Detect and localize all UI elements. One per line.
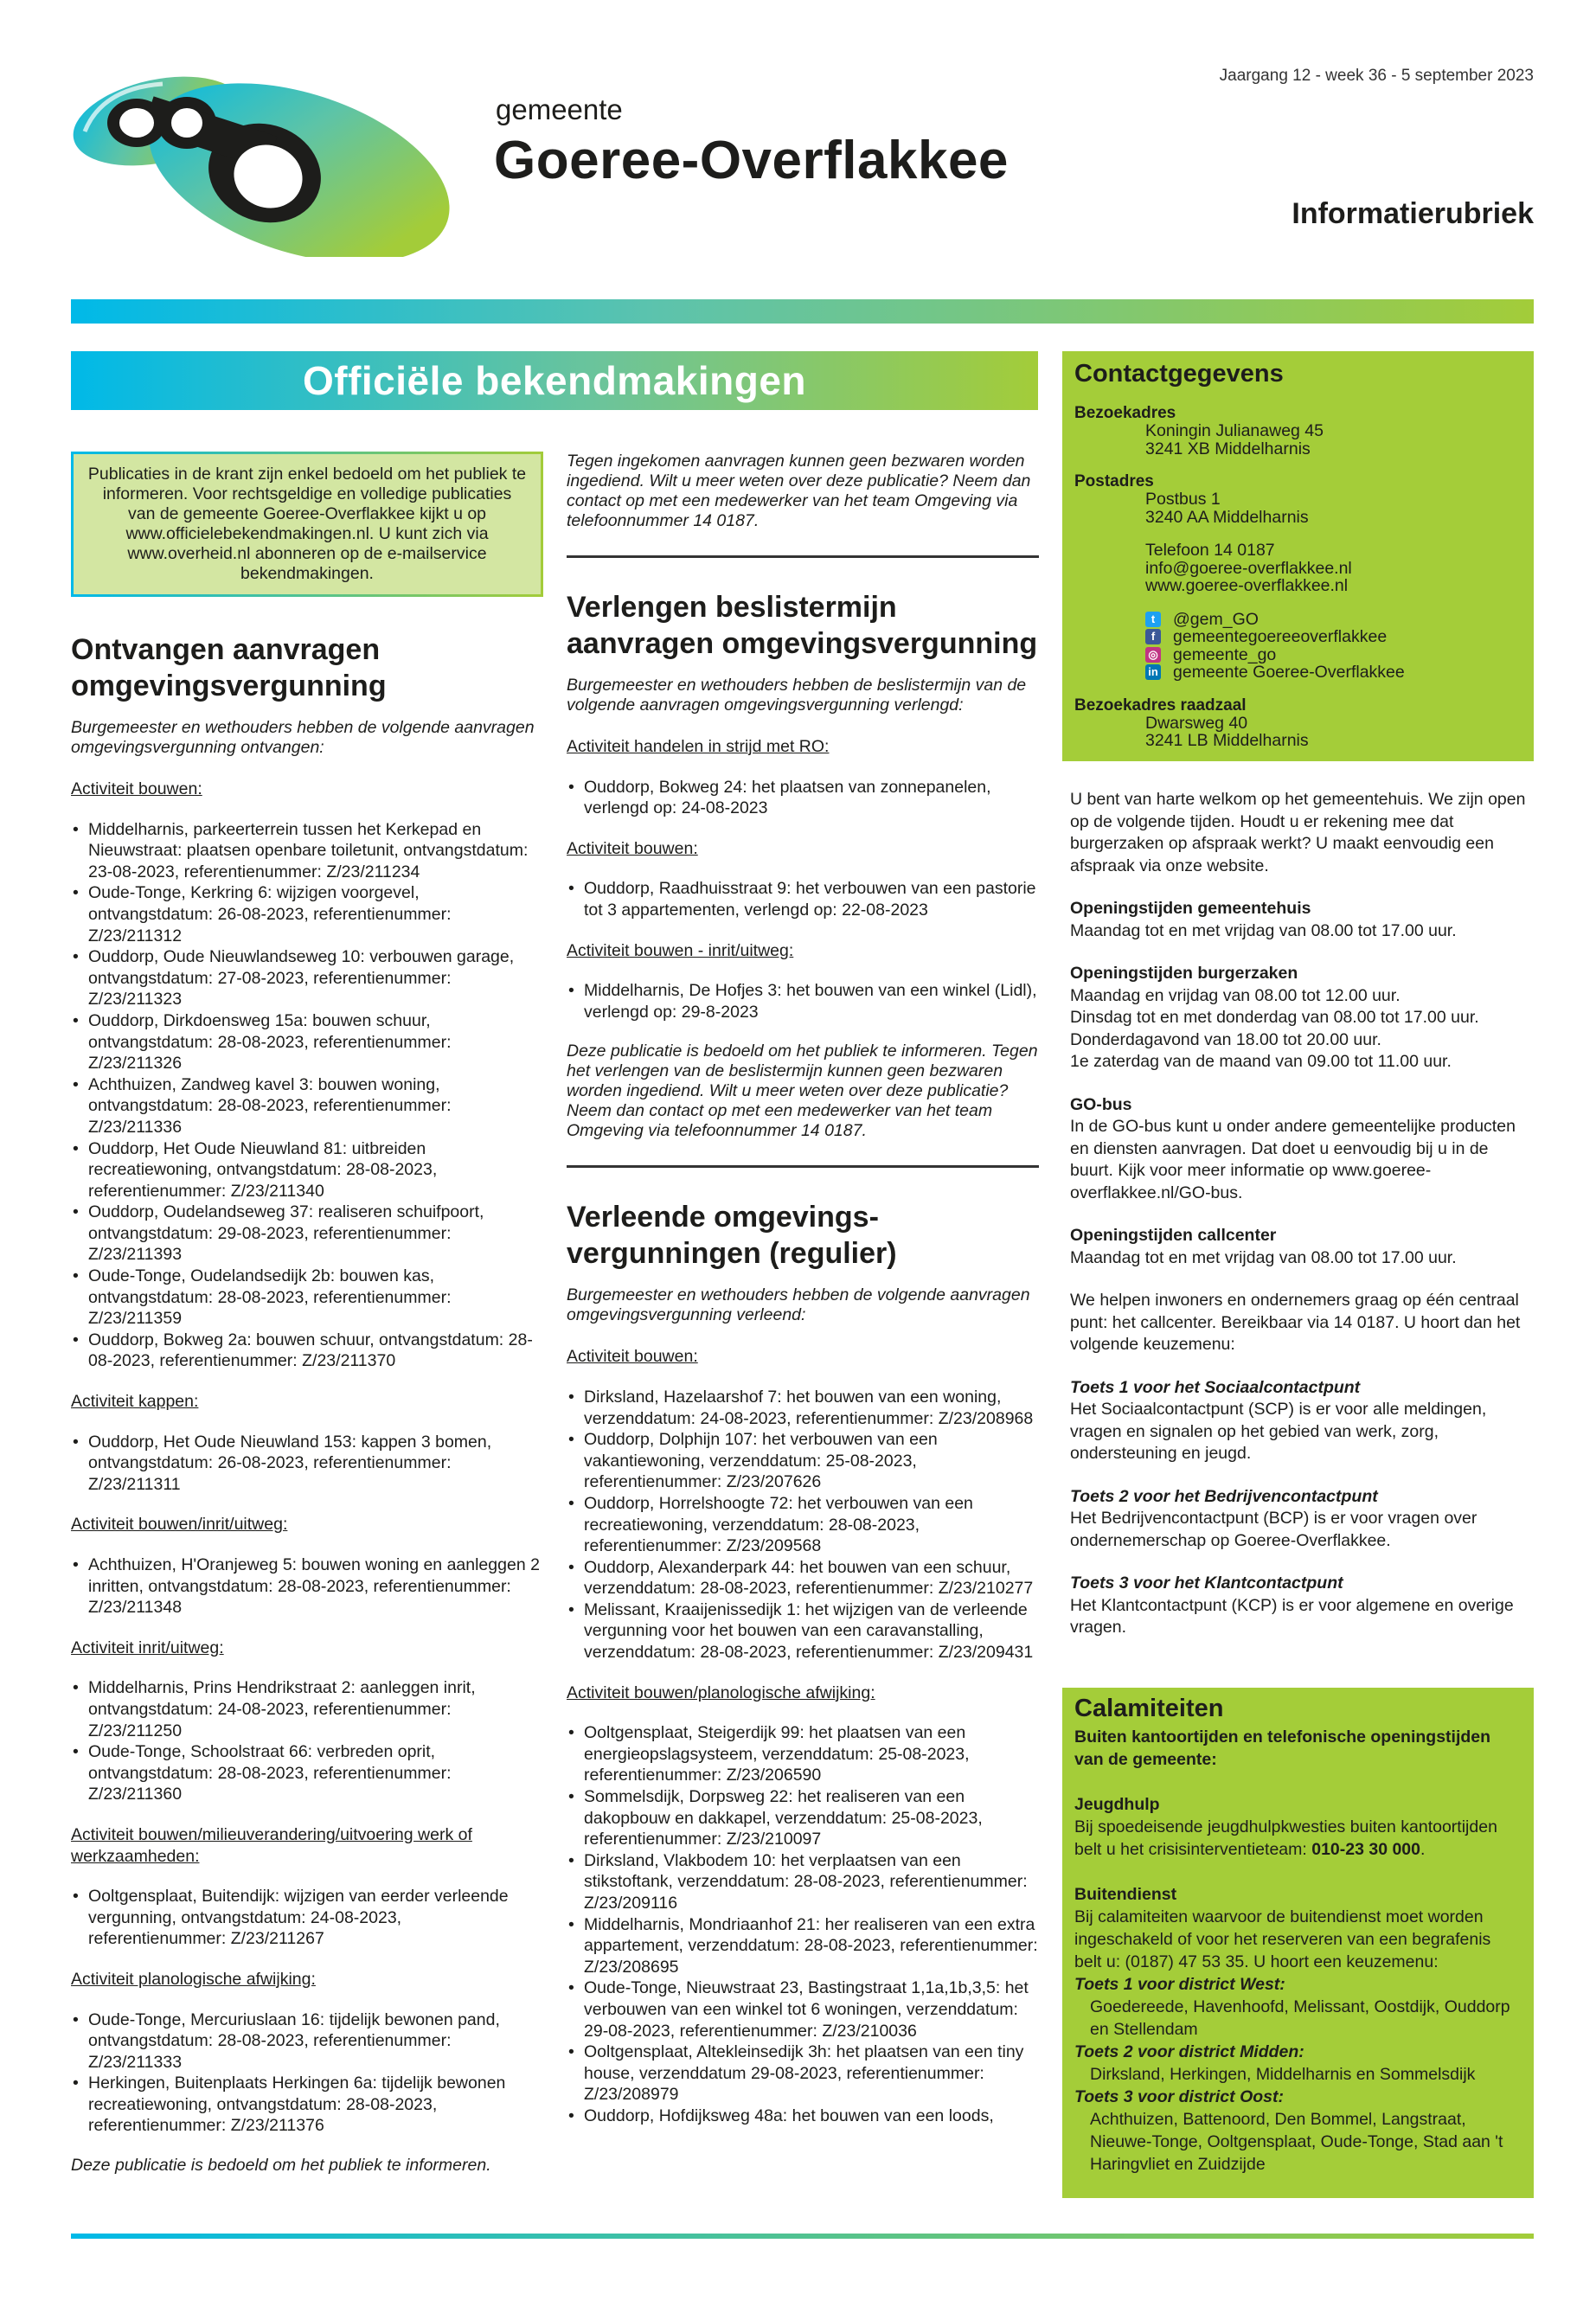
youth-care-end: .: [1420, 1839, 1426, 1859]
list-item: • Ouddorp, Raadhuisstraat 9: het verbouwen van een pastorie tot 3 appartementen, verlengd op: 22-08-2023: [567, 878, 1039, 920]
section-intro: Burgemeester en wethouders hebben de volgende aanvragen omgevingsvergunning ontvangen:: [71, 718, 535, 757]
list-item: • Ouddorp, Het Oude Nieuwland 153: kappen 3 bomen, ontvangstdatum: 26-08-2023, referentienummer: Z/23/211311: [71, 1432, 543, 1496]
contact-box: [1062, 351, 1534, 761]
municipality-logo: [67, 71, 457, 257]
info-box: Publicaties in de krant zijn enkel bedoeld om het publiek te informeren. Voor rechtsgeldige en volledige publicaties van de gemeente Goeree-Overflakkee kijkt u op www.officielebekendmakingen.nl. U kunt zich via www.overheid.nl abonneren op de e-mailservice bekendmakingen.: [71, 452, 543, 597]
section-intro: Burgemeester en wethouders hebben de volgende aanvragen omgevingsvergunning verleend:: [567, 1285, 1030, 1325]
council-address-line: Dwarsweg 40: [1145, 713, 1248, 733]
page-title-banner: Officiële bekendmakingen: [71, 351, 1038, 410]
email-link[interactable]: info@goeree-overflakkee.nl: [1145, 558, 1352, 578]
list-item: • Oude-Tonge, Kerkring 6: wijzigen voorgevel, ontvangstdatum: 26-08-2023, referentienummer: Z/23/211312: [71, 882, 543, 946]
social-link[interactable]: [1145, 611, 1522, 629]
permit-list: [71, 1432, 543, 1496]
list-item: • Ouddorp, Dirkdoensweg 15a: bouwen schuur, ontvangstdatum: 28-08-2023, referentienummer: Z/23/211326: [71, 1010, 543, 1074]
callcenter-hours: Maandag tot en met vrijdag van 08.00 tot 17.00 uur.: [1070, 1247, 1457, 1267]
section-heading: Verleende omgevings-vergunningen (regulier): [567, 1201, 897, 1271]
list-item: • Ooltgensplaat, Steigerdijk 99: het plaatsen van een energieopslagsysteem, verzenddatum: 25-08-2023, referentienummer: Z/23/206590: [567, 1722, 1039, 1786]
facebook-icon: f: [1145, 629, 1161, 644]
list-item: • Achthuizen, H'Oranjeweg 5: bouwen woning en aanleggen 2 inritten, ontvangstdatum: 28-08-2023, referentienummer: Z/23/211348: [71, 1554, 543, 1618]
social-link[interactable]: [1145, 646, 1522, 664]
district-title: Toets 2 voor district Midden:: [1074, 2041, 1304, 2061]
list-item: • Oude-Tonge, Schoolstraat 66: verbreden oprit, ontvangstdatum: 28-08-2023, referentienummer: Z/23/211360: [71, 1741, 543, 1805]
section-intro: Burgemeester en wethouders hebben de beslistermijn van de volgende aanvragen omgevingsvergunning verlengd:: [567, 676, 1027, 715]
logo-gemeente-label: gemeente: [496, 93, 623, 125]
list-item: • Oude-Tonge, Nieuwstraat 23, Bastingstraat 1,1a,1b,3,5: het verbouwen van een winkel tot 6 woningen, verzenddatum: 29-08-2023, referentienummer: Z/23/210036: [567, 1977, 1039, 2041]
issue-date: Jaargang 12 - week 36 - 5 september 2023: [1219, 67, 1534, 85]
list-item: • Ouddorp, Hofdijksweg 48a: het bouwen van een loods,: [567, 2106, 1039, 2127]
list-item: • Ooltgensplaat, Buitendijk: wijzigen van eerder verleende vergunning, ontvangstdatum: 24-08-2023, referentienummer: Z/23/211267: [71, 1886, 543, 1950]
twitter-icon: t: [1145, 612, 1161, 627]
menu-option-text: Het Klantcontactpunt (KCP) is er voor algemene en overige vragen.: [1070, 1595, 1514, 1637]
district-title: Toets 1 voor district West:: [1074, 1974, 1285, 1994]
contact-title: Contactgegevens: [1074, 360, 1284, 388]
visit-address-line: Koningin Julianaweg 45: [1145, 421, 1324, 440]
list-item: • Middelharnis, De Hofjes 3: het bouwen van een winkel (Lidl), verlengd op: 29-8-2023: [567, 980, 1039, 1022]
postal-address-line: 3240 AA Middelharnis: [1145, 507, 1309, 527]
social-handle: gemeente Goeree-Overflakkee: [1173, 663, 1405, 682]
list-item: • Ooltgensplaat, Altekleinsedijk 3h: het plaatsen van een tiny house, verzenddatum 29-08-2023, referentienummer: Z/23/208979: [567, 2041, 1039, 2106]
list-item: • Middelharnis, parkeerterrein tussen het Kerkepad en Nieuwstraat: plaatsen openbare toiletunit, ontvangstdatum: 23-08-2023, referentienummer: Z/23/211234: [71, 819, 543, 883]
list-item: • Oude-Tonge, Mercuriuslaan 16: tijdelijk bewonen pand, ontvangstdatum: 28-08-2023, referentienummer: Z/23/211333: [71, 2009, 543, 2073]
publication-note: Deze publicatie is bedoeld om het publiek te informeren. Tegen het verlengen van de beslistermijn kunnen geen bezwaren worden ingediend. Wilt u meer weten over deze publicatie? Neem dan contact op met een medewerker van het team Omgeving via telefoonnummer 14 0187.: [567, 1042, 1038, 1141]
social-link[interactable]: [1145, 628, 1522, 646]
gobus-title: GO-bus: [1070, 1094, 1132, 1114]
linkedin-icon: in: [1145, 664, 1161, 680]
activity-subheading: Activiteit bouwen - inrit/uitweg:: [567, 940, 794, 960]
social-handle: @gem_GO: [1173, 609, 1259, 629]
list-item: • Ouddorp, Dolphijn 107: het verbouwen van een vakantiewoning, verzenddatum: 25-08-2023, referentienummer: Z/23/207626: [567, 1429, 1039, 1493]
visit-address-line: 3241 XB Middelharnis: [1145, 439, 1311, 458]
activity-subheading: Activiteit bouwen/milieuverandering/uitvoering werk of werkzaamheden:: [71, 1824, 472, 1866]
permit-list: [71, 2009, 543, 2138]
district-places: Dirksland, Herkingen, Middelharnis en Sommelsdijk: [1090, 2064, 1476, 2084]
list-item: • Ouddorp, Oude Nieuwlandseweg 10: verbouwen garage, ontvangstdatum: 27-08-2023, referentienummer: Z/23/211323: [71, 946, 543, 1010]
gradient-divider: [71, 299, 1534, 324]
social-link[interactable]: [1145, 663, 1522, 682]
list-item: • Melissant, Kraaijenissedijk 1: het wijzigen van de verleende vergunning voor het bouwen van een caravanstalling, verzenddatum: 28-08-2023, referentienummer: Z/23/209431: [567, 1599, 1039, 1663]
bottom-gradient-divider: [71, 2234, 1534, 2239]
list-item: • Dirksland, Vlakbodem 10: het verplaatsen van een stikstoftank, verzenddatum: 28-08-2023, referentienummer: Z/23/209116: [567, 1850, 1039, 1914]
activity-subheading: Activiteit bouwen:: [567, 1347, 698, 1367]
civil-affairs-hours: 1e zaterdag van de maand van 09.00 tot 11.00 uur.: [1070, 1052, 1452, 1071]
youth-care-title: Jeugdhulp: [1074, 1794, 1160, 1814]
callcenter-hours-title: Openingstijden callcenter: [1070, 1226, 1277, 1245]
activity-subheading: Activiteit bouwen/planologische afwijking:: [567, 1682, 875, 1702]
activity-subheading: Activiteit planologische afwijking:: [71, 1969, 316, 1989]
social-handle: gemeentegoereeoverflakkee: [1173, 627, 1388, 646]
middle-column: [567, 452, 1039, 2216]
calamities-subtitle: Buiten kantoortijden en telefonische openingstijden van de gemeente:: [1074, 1727, 1491, 1769]
list-item: • Ouddorp, Alexanderpark 44: het bouwen van een schuur, verzenddatum: 28-08-2023, referentienummer: Z/23/210277: [567, 1557, 1039, 1599]
menu-option-title: Toets 2 voor het Bedrijvencontactpunt: [1070, 1486, 1378, 1506]
section-heading: Ontvangen aanvragen omgevingsvergunning: [71, 633, 387, 702]
town-hall-hours: Maandag tot en met vrijdag van 08.00 tot 17.00 uur.: [1070, 920, 1457, 940]
social-links: [1074, 611, 1522, 682]
right-column: [1062, 789, 1534, 2198]
social-handle: gemeente_go: [1173, 644, 1277, 664]
callcenter-intro: We helpen inwoners en ondernemers graag op één centraal punt: het callcenter. Bereikbaar via 14 0187. U hoort dan het volgende keuzemenu:: [1070, 1291, 1521, 1354]
opening-hours-column: [1070, 789, 1529, 1639]
permit-list: [567, 980, 1039, 1022]
field-service-text: Bij calamiteiten waarvoor de buitendienst moet worden ingeschakeld of voor het reserveren van een begrafenis belt u: (0187) 47 53 35. U hoort een keuzemenu:: [1074, 1907, 1491, 1971]
visit-address-label: Bezoekadres: [1074, 404, 1176, 422]
civil-affairs-hours: Donderdagavond van 18.00 tot 20.00 uur.: [1070, 1029, 1381, 1049]
council-address-line: 3241 LB Middelharnis: [1145, 731, 1309, 750]
district-title: Toets 3 voor district Oost:: [1074, 2086, 1284, 2106]
civil-affairs-hours: Dinsdag tot en met donderdag van 08.00 tot 17.00 uur.: [1070, 1008, 1479, 1027]
youth-care-text: [1074, 1816, 1522, 1861]
permit-list: [71, 819, 543, 1372]
website-link[interactable]: www.goeree-overflakkee.nl: [1145, 576, 1349, 595]
menu-option-title: Toets 3 voor het Klantcontactpunt: [1070, 1574, 1343, 1593]
section-heading: Verlengen beslistermijn aanvragen omgevingsvergunning: [567, 591, 1038, 660]
council-address-label: Bezoekadres raadzaal: [1074, 695, 1247, 715]
permit-list: [567, 777, 1039, 819]
section-label: Informatierubriek: [1292, 197, 1534, 230]
list-item: • Ouddorp, Het Oude Nieuwland 81: uitbreiden recreatiewoning, ontvangstdatum: 28-08-2023, referentienummer: Z/23/211340: [71, 1138, 543, 1202]
activity-subheading: Activiteit kappen:: [71, 1392, 199, 1412]
civil-affairs-hours-title: Openingstijden burgerzaken: [1070, 964, 1298, 983]
list-item: • Achthuizen, Zandweg kavel 3: bouwen woning, ontvangstdatum: 28-08-2023, referentienummer: Z/23/211336: [71, 1074, 543, 1138]
calamities-box: [1062, 1688, 1534, 2198]
activity-subheading: Activiteit inrit/uitweg:: [71, 1638, 224, 1657]
publication-note: Tegen ingekomen aanvragen kunnen geen bezwaren worden ingediend. Wilt u meer weten over deze publicatie? Neem dan contact op met een medewerker van het team Omgeving via telefoonnummer 14 0187.: [567, 452, 1031, 530]
youth-care-body: Bij spoedeisende jeugdhulpkwesties buiten kantoortijden belt u het crisisinterventieteam:: [1074, 1817, 1497, 1859]
list-item: • Ouddorp, Bokweg 2a: bouwen schuur, ontvangstdatum: 28-08-2023, referentienummer: Z/23/211370: [71, 1330, 543, 1372]
field-service-title: Buitendienst: [1074, 1884, 1177, 1904]
list-item: • Herkingen, Buitenplaats Herkingen 6a: tijdelijk bewonen recreatiewoning, ontvangstdatum: 28-08-2023, referentienummer: Z/23/211376: [71, 2073, 543, 2137]
permit-list: [567, 1722, 1039, 2126]
civil-affairs-hours: Maandag en vrijdag van 08.00 tot 12.00 uur.: [1070, 985, 1401, 1005]
list-item: • Oude-Tonge, Oudelandsedijk 2b: bouwen kas, ontvangstdatum: 28-08-2023, referentienummer: Z/23/211359: [71, 1266, 543, 1330]
activity-subheading: Activiteit bouwen:: [71, 779, 202, 798]
welcome-text: U bent van harte welkom op het gemeentehuis. We zijn open op de volgende tijden. Houdt u er rekening mee dat burgerzaken op afspraak werkt? U maakt eenvoudig een afspraak via onze website.: [1070, 790, 1526, 875]
instagram-icon: ◎: [1145, 647, 1161, 663]
gobus-text: In de GO-bus kunt u onder andere gemeentelijke producten en diensten aanvragen. Dat doet u eenvoudig bij u in de buurt. Kijk voor meer informatie op www.goeree-overflakkee.nl/GO-bus.: [1070, 1117, 1516, 1202]
list-item: • Sommelsdijk, Dorpsweg 22: het realiseren van een dakopbouw en dakkapel, verzenddatum: 25-08-2023, referentienummer: Z/23/210097: [567, 1786, 1039, 1850]
menu-option-text: Het Sociaalcontactpunt (SCP) is er voor alle meldingen, vragen en signalen op het gebied van werk, zorg, ondersteuning en jeugd.: [1070, 1400, 1487, 1463]
phone-number: Telefoon 14 0187: [1145, 541, 1275, 560]
postal-address-line: Postbus 1: [1145, 490, 1221, 509]
permit-list: [567, 1387, 1039, 1663]
crisis-phone: 010-23 30 000: [1311, 1839, 1420, 1859]
section-divider: [567, 1165, 1039, 1168]
calamities-title: Calamiteiten: [1074, 1694, 1224, 1722]
publication-note: Deze publicatie is bedoeld om het publiek te informeren.: [71, 2156, 491, 2176]
district-places: Goedereede, Havenhoofd, Melissant, Oostdijk, Ouddorp en Stellendam: [1090, 1997, 1510, 2039]
menu-option-title: Toets 1 voor het Sociaalcontactpunt: [1070, 1377, 1361, 1397]
municipality-name: Goeree-Overflakkee: [494, 131, 1009, 190]
section-divider: [567, 555, 1039, 558]
permit-list: [71, 1554, 543, 1618]
menu-option-text: Het Bedrijvencontactpunt (BCP) is er voor vragen over ondernemerschap op Goeree-Overflakkee.: [1070, 1509, 1477, 1550]
activity-subheading: Activiteit bouwen/inrit/uitweg:: [71, 1515, 288, 1535]
list-item: • Ouddorp, Bokweg 24: het plaatsen van zonnepanelen, verlengd op: 24-08-2023: [567, 777, 1039, 819]
district-places: Achthuizen, Battenoord, Den Bommel, Langstraat, Nieuwe-Tonge, Ooltgensplaat, Oude-Tonge, Stad aan 't Haringvliet en Zuidzijde: [1090, 2109, 1503, 2174]
list-item: • Dirksland, Hazelaarshof 7: het bouwen van een woning, verzenddatum: 24-08-2023, referentienummer: Z/23/208968: [567, 1387, 1039, 1429]
list-item: • Ouddorp, Horrelshoogte 72: het verbouwen van een recreatiewoning, verzenddatum: 28-08-2023, referentienummer: Z/23/209568: [567, 1493, 1039, 1557]
postal-address-label: Postadres: [1074, 472, 1154, 490]
activity-subheading: Activiteit bouwen:: [567, 838, 698, 858]
permit-list: [567, 878, 1039, 920]
activity-subheading: Activiteit handelen in strijd met RO:: [567, 737, 830, 756]
town-hall-hours-title: Openingstijden gemeentehuis: [1070, 899, 1311, 918]
list-item: • Middelharnis, Prins Hendrikstraat 2: aanleggen inrit, ontvangstdatum: 24-08-2023, referentienummer: Z/23/211250: [71, 1677, 543, 1741]
list-item: • Middelharnis, Mondriaanhof 21: her realiseren van een extra appartement, verzenddatum: 28-08-2023, referentienummer: Z/23/208695: [567, 1914, 1039, 1978]
permit-list: [71, 1677, 543, 1805]
left-column: [71, 452, 543, 2216]
list-item: • Ouddorp, Oudelandseweg 37: realiseren schuifpoort, ontvangstdatum: 29-08-2023, referentienummer: Z/23/211393: [71, 1202, 543, 1266]
permit-list: [71, 1886, 543, 1950]
